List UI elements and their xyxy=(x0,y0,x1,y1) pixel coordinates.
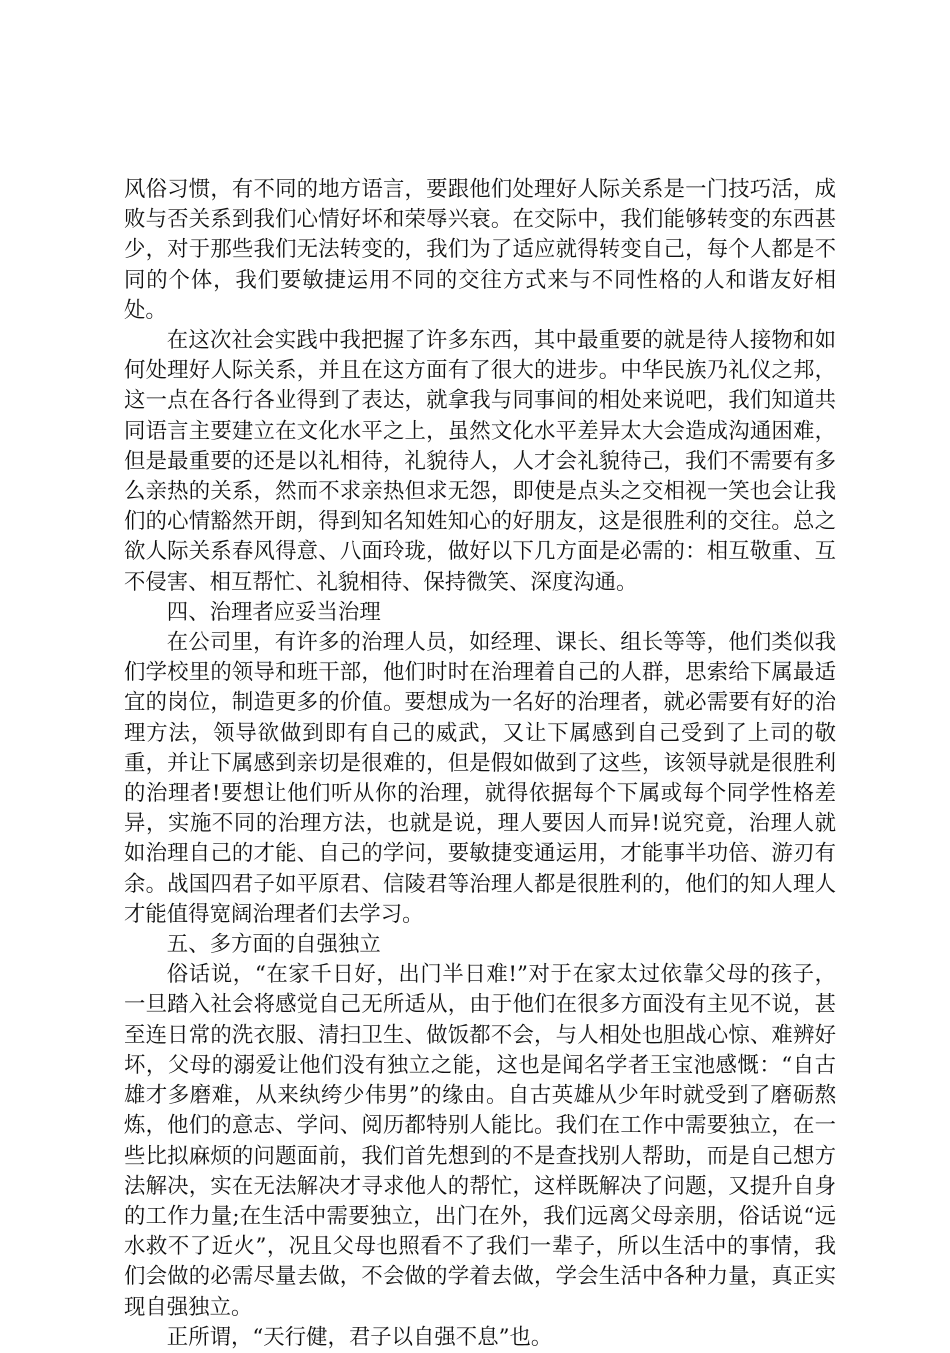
document-page xyxy=(124,175,836,1353)
paragraph-interpersonal-skills-continued: 风俗习惯，有不同的地方语言，要跟他们处理好人际关系是一门技巧活，成败与否关系到我们心情好坏和荣辱兴衰。在交际中，我们能够转变的东西甚少，对于那些我们无法转变的，我们为了适应就得转变自己，每个人都是不同的个体，我们要敏捷运用不同的交往方式来与不同性格的人和谐友好相处。 xyxy=(124,177,836,323)
paragraph-management: 在公司里，有许多的治理人员，如经理、课长、组长等等，他们类似我们学校里的领导和班干部，他们时时在治理着自己的人群，思索给下属最适宜的岗位，制造更多的价值。要想成为一名好的治理者，就必需要有好的治理方法，领导欲做到即有自己的威武，又让下属感到自己受到了上司的敬重，并让下属感到亲切是很难的，但是假如做到了这些，该领导就是很胜利的治理者!要想让他们听从你的治理，就得依据每个下属或每个同学性格差异，实施不同的治理方法，也就是说，理人要因人而异!说究竟，治理人就如治理自己的才能、自己的学问，要敏捷变通运用，才能事半功倍、游刃有余。战国四君子如平原君、信陵君等治理人都是很胜利的，他们的知人理人才能值得宽阔治理者们去学习。 xyxy=(124,630,836,927)
paragraph-closing-quote: 正所谓，“天行健，君子以自强不息”也。 xyxy=(166,1324,553,1350)
section-heading-independence: 五、多方面的自强独立 xyxy=(166,932,381,958)
section-heading-management: 四、治理者应妥当治理 xyxy=(166,599,381,625)
paragraph-independence: 俗话说，“在家千日好，出门半日难!”对于在家太过依靠父母的孩子，一旦踏入社会将感觉自己无所适从，由于他们在很多方面没有主见不说，甚至连日常的洗衣服、清扫卫生、做饭都不会，与人相处也胆战心惊、难辨好坏，父母的溺爱让他们没有独立之能，这也是闻名学者王宝池感慨：“自古雄才多磨难，从来纨绔少伟男”的缘由。自古英雄从少年时就受到了磨砺熬炼，他们的意志、学问、阅历都特别人能比。我们在工作中需要独立，在一些比拟麻烦的问题面前，我们首先想到的不是查找别人帮助，而是自己想方法解决，实在无法解决才寻求他人的帮忙，这样既解决了问题，又提升自身的工作力量;在生活中需要独立，出门在外，我们远离父母亲朋，俗话说“远水救不了近火”，况且父母也照看不了我们一辈子，所以生活中的事情，我们会做的必需尽量去做，不会做的学着去做，学会生活中各种力量，真正实现自强独立。 xyxy=(124,962,836,1320)
paragraph-social-practice-gains: 在这次社会实践中我把握了许多东西，其中最重要的就是待人接物和如何处理好人际关系，并且在这方面有了很大的进步。中华民族乃礼仪之邦，这一点在各行各业得到了表达，就拿我与同事间的相处来说吧，我们知道共同语言主要建立在文化水平之上，虽然文化水平差异太大会造成沟通困难，但是最重要的还是以礼相待，礼貌待人，人才会礼貌待己，我们不需要有多么亲热的关系，然而不求亲热但求无怨，即使是点头之交相视一笑也会让我们的心情豁然开朗，得到知名知姓知心的好朋友，这是很胜利的交往。总之欲人际关系春风得意、八面玲珑，做好以下几方面是必需的：相互敬重、互不侵害、相互帮忙、礼貌相待、保持微笑、深度沟通。 xyxy=(124,328,836,595)
